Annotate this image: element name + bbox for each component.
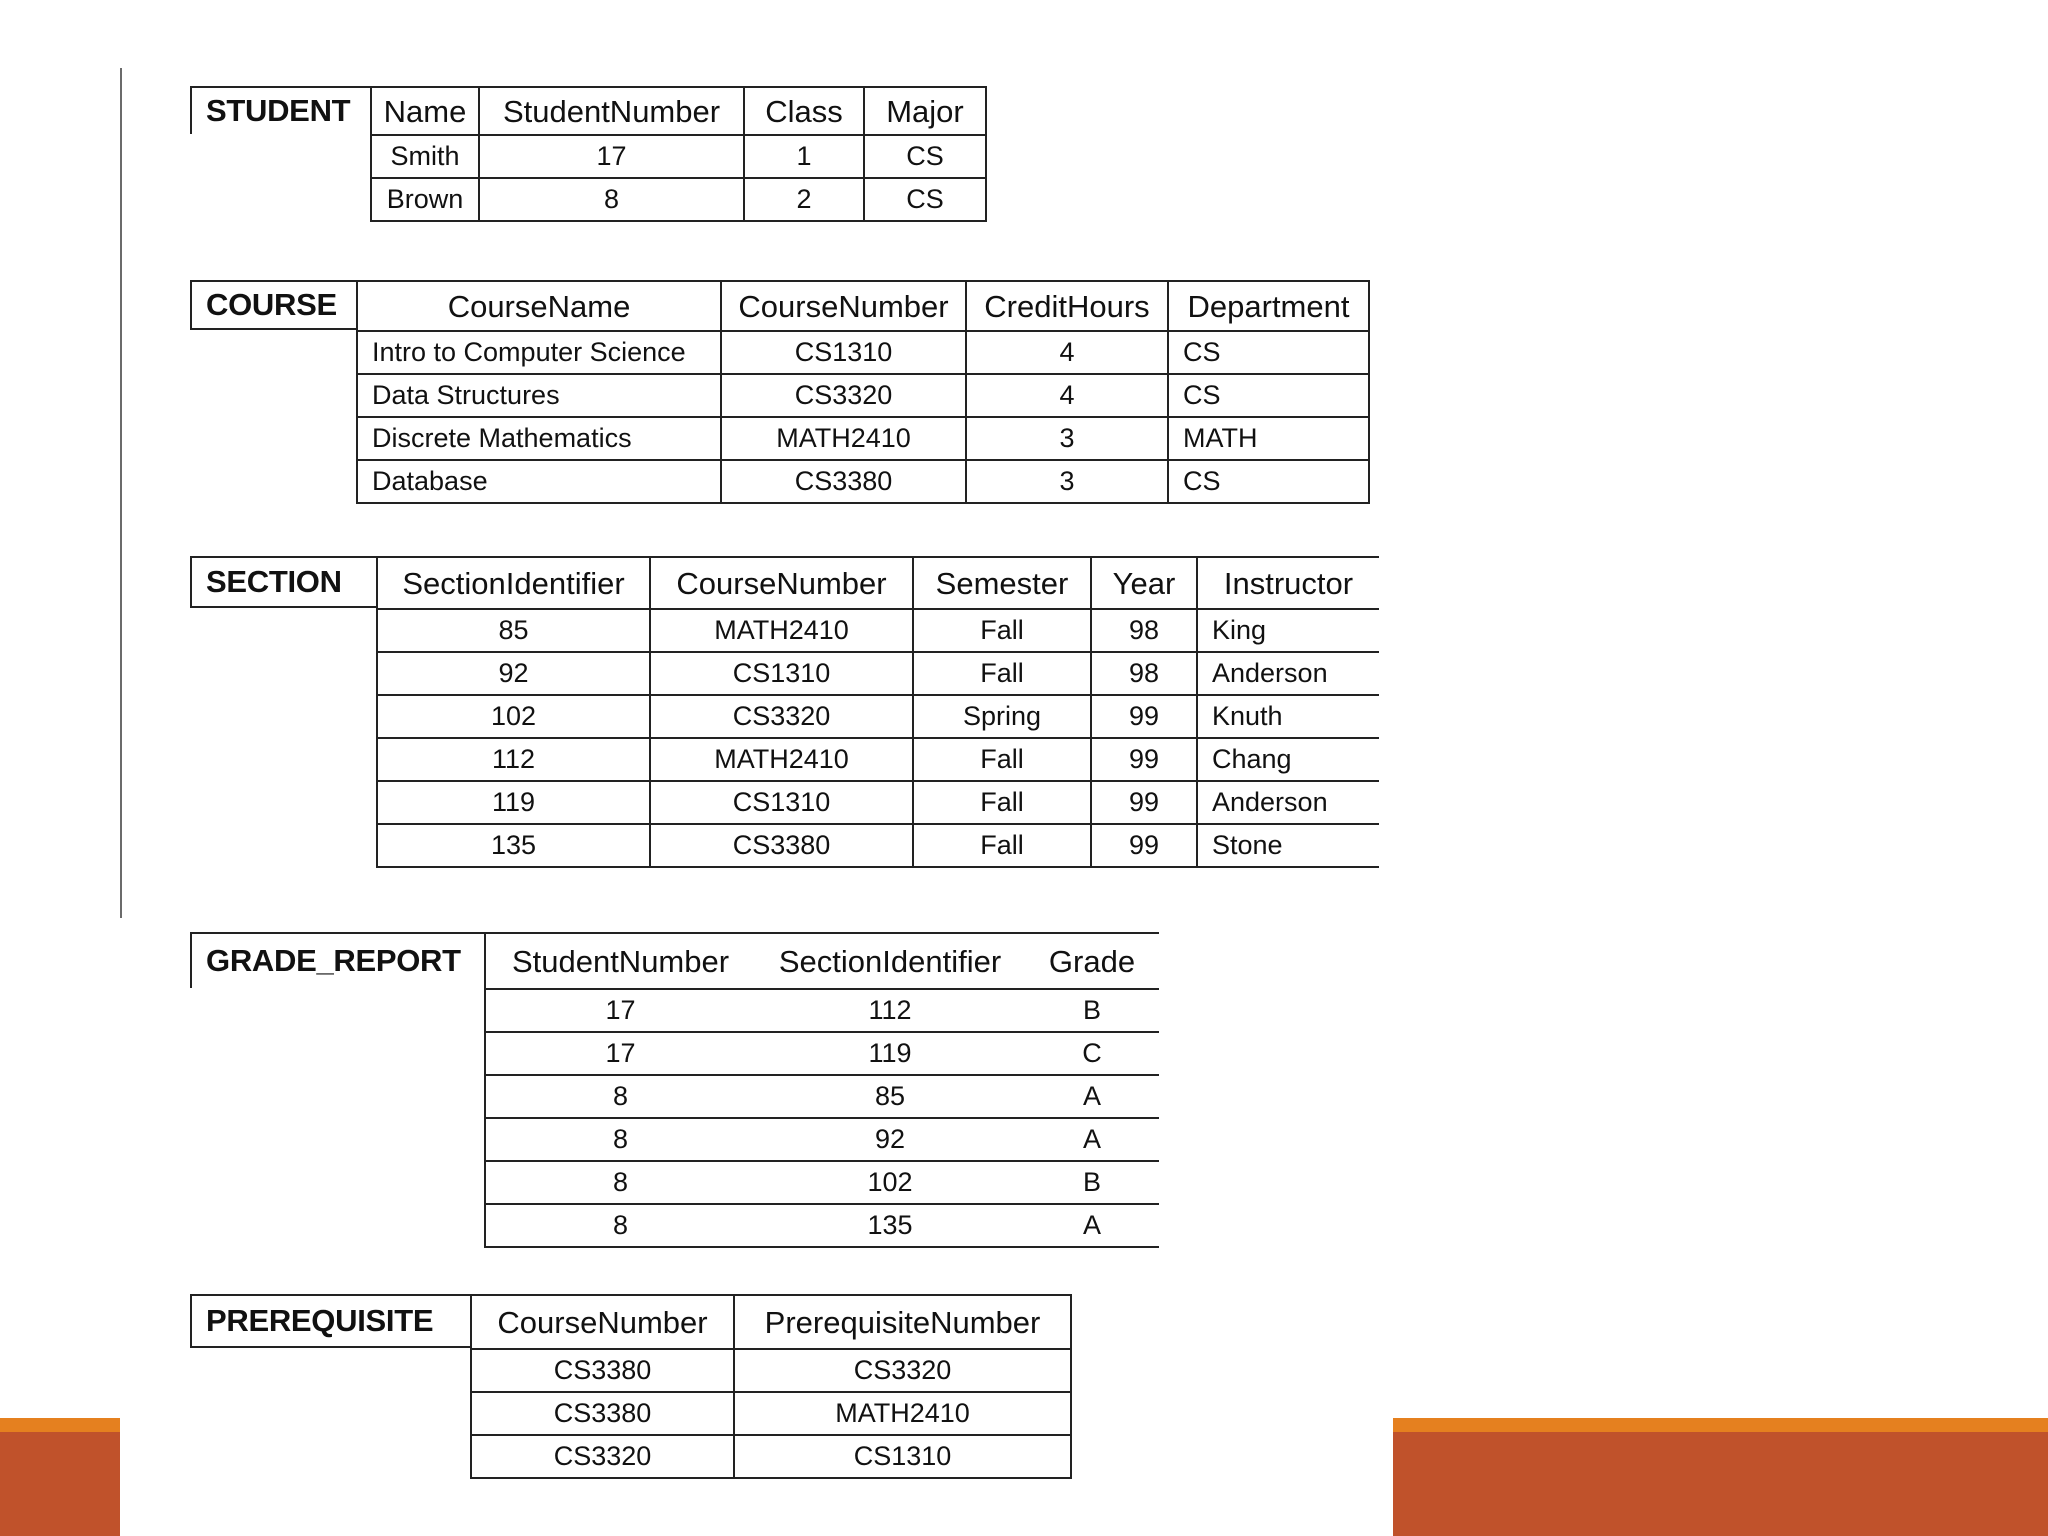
section-cell: Stone xyxy=(1197,824,1379,867)
section-cell: 135 xyxy=(377,824,650,867)
course-cell: CS3380 xyxy=(721,460,966,503)
grade-report-cell: 85 xyxy=(755,1075,1025,1118)
grade-report-cell: 8 xyxy=(485,1075,755,1118)
student-cell: CS xyxy=(864,178,986,221)
grade-report-cell: A xyxy=(1025,1204,1159,1247)
student-header-cell: Class xyxy=(744,87,864,135)
section-cell: 99 xyxy=(1091,781,1197,824)
table-row xyxy=(485,1075,1159,1118)
section-cell: CS3320 xyxy=(650,695,913,738)
section-cell: 99 xyxy=(1091,738,1197,781)
table-row xyxy=(357,331,1369,374)
table-row xyxy=(485,1118,1159,1161)
course-header-cell: CreditHours xyxy=(966,281,1168,331)
student-header-cell: Name xyxy=(371,87,479,135)
course-cell: CS1310 xyxy=(721,331,966,374)
table-row xyxy=(377,781,1379,824)
section-cell: MATH2410 xyxy=(650,738,913,781)
grade-report-cell: 17 xyxy=(485,989,755,1032)
section-cell: Fall xyxy=(913,781,1091,824)
table-row xyxy=(377,609,1379,652)
section-cell: Fall xyxy=(913,738,1091,781)
table-row xyxy=(485,1204,1159,1247)
prerequisite-cell: CS3380 xyxy=(471,1349,734,1392)
grade-report-cell: 8 xyxy=(485,1204,755,1247)
prerequisite-cell: CS1310 xyxy=(734,1435,1071,1478)
section-cell: 98 xyxy=(1091,609,1197,652)
footer-accent-bar-right xyxy=(1393,1418,2048,1536)
grade-report-cell: 92 xyxy=(755,1118,1025,1161)
table-row xyxy=(357,460,1369,503)
student-cell: Smith xyxy=(371,135,479,178)
prerequisite-cell: CS3320 xyxy=(471,1435,734,1478)
grade-report-table xyxy=(484,932,1159,1248)
section-cell: MATH2410 xyxy=(650,609,913,652)
section-cell: CS1310 xyxy=(650,781,913,824)
table-row xyxy=(471,1435,1071,1478)
grade-report-cell: A xyxy=(1025,1075,1159,1118)
table-row xyxy=(377,738,1379,781)
section-header-cell: Year xyxy=(1091,557,1197,609)
grade-report-cell: B xyxy=(1025,1161,1159,1204)
grade-report-header-cell: StudentNumber xyxy=(485,933,755,989)
course-header-cell: Department xyxy=(1168,281,1369,331)
course-cell: 3 xyxy=(966,417,1168,460)
section-relation-label: SECTION xyxy=(190,556,376,608)
course-cell: Data Structures xyxy=(357,374,721,417)
student-cell: 8 xyxy=(479,178,744,221)
course-cell: Intro to Computer Science xyxy=(357,331,721,374)
grade-report-header-cell: SectionIdentifier xyxy=(755,933,1025,989)
footer-accent-bar-left xyxy=(0,1418,120,1536)
course-cell: CS xyxy=(1168,460,1369,503)
prerequisite-cell: CS3380 xyxy=(471,1392,734,1435)
footer-block-right xyxy=(1393,1432,2048,1536)
prerequisite-relation-label: PREREQUISITE xyxy=(190,1294,470,1348)
grade-report-cell: A xyxy=(1025,1118,1159,1161)
course-header-cell: CourseName xyxy=(357,281,721,331)
prerequisite-cell: CS3320 xyxy=(734,1349,1071,1392)
grade-report-cell: 119 xyxy=(755,1032,1025,1075)
section-header-cell: CourseNumber xyxy=(650,557,913,609)
table-row xyxy=(377,824,1379,867)
course-cell: CS xyxy=(1168,331,1369,374)
student-header-cell: StudentNumber xyxy=(479,87,744,135)
footer-strip-left xyxy=(0,1418,120,1432)
table-row xyxy=(357,374,1369,417)
course-cell: CS3320 xyxy=(721,374,966,417)
table-row xyxy=(357,417,1369,460)
section-cell: Chang xyxy=(1197,738,1379,781)
course-cell: MATH xyxy=(1168,417,1369,460)
table-row xyxy=(377,652,1379,695)
course-cell: Discrete Mathematics xyxy=(357,417,721,460)
section-cell: Knuth xyxy=(1197,695,1379,738)
grade-report-cell: B xyxy=(1025,989,1159,1032)
section-cell: Anderson xyxy=(1197,652,1379,695)
prerequisite-table xyxy=(470,1294,1072,1479)
course-cell: 3 xyxy=(966,460,1168,503)
section-header-cell: SectionIdentifier xyxy=(377,557,650,609)
course-cell: CS xyxy=(1168,374,1369,417)
grade-report-cell: 8 xyxy=(485,1118,755,1161)
course-relation-label: COURSE xyxy=(190,280,356,330)
student-table xyxy=(370,86,987,222)
section-cell: Fall xyxy=(913,609,1091,652)
table-row xyxy=(471,1392,1071,1435)
student-cell: 17 xyxy=(479,135,744,178)
table-row xyxy=(471,1349,1071,1392)
section-cell: 119 xyxy=(377,781,650,824)
table-row xyxy=(485,1032,1159,1075)
section-header-cell: Semester xyxy=(913,557,1091,609)
table-row xyxy=(371,135,986,178)
section-cell: CS1310 xyxy=(650,652,913,695)
course-cell: MATH2410 xyxy=(721,417,966,460)
section-cell: King xyxy=(1197,609,1379,652)
table-row xyxy=(371,178,986,221)
section-cell: Spring xyxy=(913,695,1091,738)
grade-report-cell: 8 xyxy=(485,1161,755,1204)
student-header-cell: Major xyxy=(864,87,986,135)
course-cell: 4 xyxy=(966,374,1168,417)
grade-report-cell: 112 xyxy=(755,989,1025,1032)
grade-report-header-cell: Grade xyxy=(1025,933,1159,989)
footer-strip-right xyxy=(1393,1418,2048,1432)
grade-report-relation-label: GRADE_REPORT xyxy=(190,932,484,988)
section-cell: 99 xyxy=(1091,824,1197,867)
grade-report-cell: 135 xyxy=(755,1204,1025,1247)
section-cell: CS3380 xyxy=(650,824,913,867)
prerequisite-header-cell: PrerequisiteNumber xyxy=(734,1295,1071,1349)
course-cell: Database xyxy=(357,460,721,503)
grade-report-cell: C xyxy=(1025,1032,1159,1075)
section-cell: 112 xyxy=(377,738,650,781)
prerequisite-header-cell: CourseNumber xyxy=(471,1295,734,1349)
section-cell: Fall xyxy=(913,652,1091,695)
prerequisite-cell: MATH2410 xyxy=(734,1392,1071,1435)
course-table xyxy=(356,280,1370,504)
table-row xyxy=(377,695,1379,738)
section-cell: 99 xyxy=(1091,695,1197,738)
section-cell: Fall xyxy=(913,824,1091,867)
table-row xyxy=(485,989,1159,1032)
section-cell: 102 xyxy=(377,695,650,738)
student-cell: Brown xyxy=(371,178,479,221)
section-cell: 92 xyxy=(377,652,650,695)
student-cell: 2 xyxy=(744,178,864,221)
course-header-cell: CourseNumber xyxy=(721,281,966,331)
student-cell: 1 xyxy=(744,135,864,178)
grade-report-cell: 17 xyxy=(485,1032,755,1075)
section-cell: Anderson xyxy=(1197,781,1379,824)
left-margin-rule xyxy=(120,68,122,918)
student-relation-label: STUDENT xyxy=(190,86,370,134)
section-cell: 85 xyxy=(377,609,650,652)
section-table xyxy=(376,556,1379,868)
course-cell: 4 xyxy=(966,331,1168,374)
section-cell: 98 xyxy=(1091,652,1197,695)
grade-report-cell: 102 xyxy=(755,1161,1025,1204)
table-row xyxy=(485,1161,1159,1204)
student-cell: CS xyxy=(864,135,986,178)
footer-block-left xyxy=(0,1432,120,1536)
section-header-cell: Instructor xyxy=(1197,557,1379,609)
